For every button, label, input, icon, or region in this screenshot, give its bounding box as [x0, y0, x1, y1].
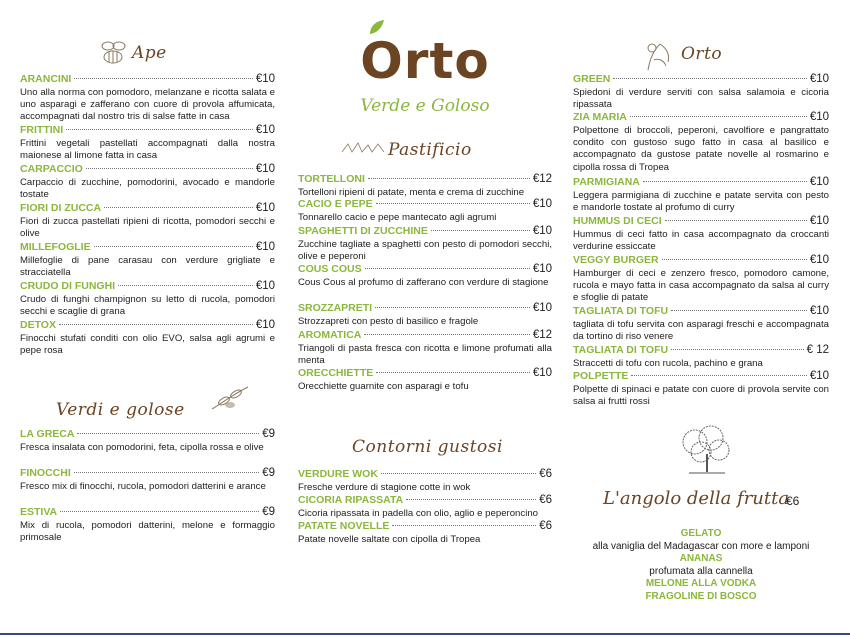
section-title-ape: Ape [132, 43, 167, 63]
dot-leader [643, 181, 807, 182]
section-title-orto: Orto [681, 44, 723, 64]
menu-item-price: €10 [809, 370, 829, 382]
menu-item [573, 254, 829, 305]
menu-item-name: TORTELLONI [298, 173, 365, 185]
menu-item-name: DETOX [20, 319, 56, 331]
menu-item-row [20, 428, 275, 441]
dot-leader [671, 310, 807, 311]
menu-item-name: AROMATICA [298, 329, 362, 341]
menu-item-description: Millefoglie di pane carasau con verdure grigliate e stracciatella [20, 255, 275, 279]
menu-item-row [20, 241, 275, 254]
menu-item-price: €6 [539, 520, 552, 532]
orto-logo [340, 18, 510, 128]
menu-item-name: FRITTINI [20, 124, 64, 136]
menu-item-name: CICORIA RIPASSATA [298, 494, 404, 506]
menu-item-description: Crudo di funghi champignon su letto di rucola, pomodori secchi e scaglie di grana [20, 294, 275, 318]
menu-item [573, 305, 829, 343]
menu-item-row [298, 302, 552, 315]
menu-item-row [20, 202, 275, 215]
menu-item-description: Fresche verdure di stagione cotte in wok [298, 482, 471, 493]
menu-item [20, 280, 275, 318]
menu-item-price: €9 [262, 428, 275, 440]
menu-item [573, 73, 829, 111]
menu-item-name: TAGLIATA DI TOFU [573, 305, 669, 317]
menu-item-price: €6 [539, 494, 552, 506]
vegetable-sketch-icon [640, 40, 678, 74]
menu-item [20, 467, 275, 493]
dot-leader [66, 129, 253, 130]
leaf-icon [366, 18, 386, 36]
menu-item [20, 319, 275, 357]
menu-item-row [298, 225, 552, 238]
frutta-item-name: MELONE ALLA VODKA [645, 578, 757, 589]
menu-item-price: €12 [532, 173, 552, 185]
logo-title: Orto [360, 32, 490, 90]
section-title-frutta: L'angolo della frutta [603, 488, 790, 509]
dot-leader [59, 324, 253, 325]
dot-leader [86, 168, 253, 169]
menu-item-price: €10 [532, 198, 552, 210]
menu-item-description: Polpettone di broccoli, peperoni, cavolfiore e pangrattato condito con gustoso sugo fatto in casa al basilico e accompagnato da gustose patate novelle al rosmarino e cipolla rossa di Tropea [573, 125, 829, 173]
dot-leader [368, 178, 530, 179]
menu-item-name: TAGLIATA DI TOFU [573, 344, 669, 356]
frutta-item-description: alla vaniglia del Madagascar con more e lamponi [592, 540, 810, 552]
menu-item [20, 506, 275, 544]
dot-leader [74, 472, 259, 473]
grass-sketch-icon [340, 140, 386, 154]
menu-item-name: PATATE NOVELLE [298, 520, 390, 532]
dot-leader [376, 203, 530, 204]
menu-item-name: ARANCINI [20, 73, 72, 85]
dot-leader [118, 285, 253, 286]
menu-item-description: Spiedoni di verdure serviti con salsa salamoia e cicoria ripassata [573, 87, 829, 111]
dot-leader [662, 259, 807, 260]
menu-item [20, 163, 275, 201]
menu-item-price: €6 [539, 468, 552, 480]
menu-item [573, 370, 829, 408]
menu-item [573, 111, 829, 174]
menu-item-name: SROZZAPRETI [298, 302, 373, 314]
menu-item-price: €12 [532, 329, 552, 341]
menu-item-row [573, 305, 829, 318]
menu-item-description: Straccetti di tofu con rucola, pachino e grana [573, 358, 763, 369]
menu-item-description: Carpaccio di zucchine, pomodorini, avocado e mandorle tostate [20, 177, 275, 201]
logo-subtitle: Verde e Goloso [360, 96, 490, 116]
menu-item-row [298, 367, 552, 380]
menu-item-row [20, 163, 275, 176]
frutta-item-name: FRAGOLINE DI BOSCO [645, 590, 757, 602]
menu-item-description: Orecchiette guarnite con asparagi e tofu [298, 381, 469, 392]
menu-item-price: €10 [255, 241, 275, 253]
menu-item-name: COUS COUS [298, 263, 362, 275]
menu-item-description: Strozzapreti con pesto di basilico e fragole [298, 316, 479, 327]
section-title-verdi: Verdi e golose [56, 400, 185, 420]
menu-item-row [20, 124, 275, 137]
menu-item-description: Triangoli di pasta fresca con ricotta e limone profumati alla menta [298, 343, 552, 367]
menu-item [573, 344, 829, 370]
menu-item-row [20, 280, 275, 293]
menu-item-name: ZIA MARIA [573, 111, 627, 123]
menu-item-price: €10 [255, 73, 275, 85]
menu-item-row [20, 319, 275, 332]
menu-item-row [298, 198, 552, 211]
menu-item-description: Cous Cous al profumo di zafferano con verdure di stagione [298, 277, 549, 288]
menu-item [298, 198, 552, 224]
menu-item-description: Uno alla norma con pomodoro, melanzane e ricotta salata e uno asparagi e zafferano con cuore di provola affumicata, accompagnati dal nostro tris di salse fatte in casa [20, 87, 275, 123]
dot-leader [364, 334, 529, 335]
menu-item-price: €10 [809, 73, 829, 85]
menu-item-row [573, 344, 829, 357]
dot-leader [665, 220, 807, 221]
menu-item-name: VEGGY BURGER [573, 254, 659, 266]
menu-item-description: tagliata di tofu servita con asparagi freschi e accompagnata da tortino di riso venere [573, 319, 829, 343]
bottom-divider [0, 633, 850, 635]
menu-item-row [298, 494, 552, 507]
section-title-pastificio: Pastificio [388, 140, 472, 160]
menu-item-price: €10 [532, 263, 552, 275]
menu-item [298, 329, 552, 367]
menu-item-description: Tonnarello cacio e pepe mantecato agli agrumi [298, 212, 497, 223]
dot-leader [60, 511, 259, 512]
herb-sketch-icon [208, 383, 252, 413]
dot-leader [406, 499, 536, 500]
menu-item-name: SPAGHETTI DI ZUCCHINE [298, 225, 428, 237]
menu-item-price: €9 [262, 506, 275, 518]
menu-item-description: Polpette di spinaci e patate con cuore di provola servite con salsa ai frutti rossi [573, 384, 829, 408]
menu-item-price: € 12 [806, 344, 829, 356]
menu-item [298, 520, 552, 546]
menu-item-name: ESTIVA [20, 506, 58, 518]
menu-item-name: CRUDO DI FUNGHI [20, 280, 116, 292]
dot-leader [381, 473, 536, 474]
dot-leader [630, 116, 807, 117]
menu-item [298, 494, 552, 520]
menu-item-price: €10 [255, 319, 275, 331]
menu-item-row [573, 254, 829, 267]
menu-item [20, 73, 275, 124]
menu-item [573, 176, 829, 214]
menu-item [298, 302, 552, 328]
dot-leader [671, 349, 804, 350]
menu-item-row [20, 73, 275, 86]
bee-icon [96, 38, 130, 68]
menu-item-name: ORECCHIETTE [298, 367, 374, 379]
menu-item-price: €10 [255, 202, 275, 214]
menu-item [573, 215, 829, 253]
menu-item [20, 241, 275, 279]
menu-item-price: €10 [255, 124, 275, 136]
menu-item [20, 202, 275, 240]
menu-item-description: Hummus di ceci fatto in casa accompagnato da croccanti verdurine essiccate [573, 229, 829, 253]
menu-item-name: POLPETTE [573, 370, 629, 382]
menu-item-name: VERDURE WOK [298, 468, 378, 480]
menu-item-description: Fresca insalata con pomodorini, feta, cipolla rossa e olive [20, 442, 264, 453]
menu-item-description: Fresco mix di finocchi, rucola, pomodori datterini e arance [20, 481, 266, 492]
dot-leader [431, 230, 530, 231]
menu-item [298, 263, 552, 289]
menu-item-price: €10 [532, 367, 552, 379]
menu-item-row [573, 370, 829, 383]
menu-item-name: FINOCCHI [20, 467, 71, 479]
menu-item-row [298, 263, 552, 276]
menu-item-description: Fiori di zucca pastellati ripieni di ricotta, pomodori secchi e olive [20, 216, 275, 240]
menu-item-price: €10 [532, 302, 552, 314]
menu-item-description: Patate novelle saltate con cipolla di Tropea [298, 534, 481, 545]
menu-item-row [573, 111, 829, 124]
menu-item-row [298, 173, 552, 186]
frutta-item-description: profumata alla cannella [649, 565, 753, 577]
frutta-item-name: GELATO [680, 528, 722, 539]
frutta-list [573, 528, 829, 603]
dot-leader [104, 207, 253, 208]
menu-item-price: €9 [262, 467, 275, 479]
menu-item-price: €10 [255, 280, 275, 292]
menu-item-name: GREEN [573, 73, 611, 85]
dot-leader [392, 525, 536, 526]
menu-item-description: Mix di rucola, pomodori datterini, melone e formaggio primosale [20, 520, 275, 544]
menu-item [298, 173, 552, 199]
menu-item-row [20, 506, 275, 519]
menu-item-row [573, 73, 829, 86]
section-title-contorni: Contorni gustosi [352, 437, 503, 457]
menu-item-row [298, 468, 552, 481]
menu-item-row [573, 176, 829, 189]
menu-item-price: €10 [809, 111, 829, 123]
dot-leader [376, 372, 530, 373]
menu-item [298, 367, 552, 393]
menu-item [20, 428, 275, 454]
menu-item-description: Finocchi stufati conditi con olio EVO, salsa agli agrumi e pepe rosa [20, 333, 275, 357]
dot-leader [631, 375, 806, 376]
menu-item [298, 225, 552, 263]
menu-item-row [298, 520, 552, 533]
dot-leader [365, 268, 530, 269]
menu-item-row [573, 215, 829, 228]
menu-item-price: €10 [532, 225, 552, 237]
menu-item-name: MILLEFOGLIE [20, 241, 91, 253]
menu-item-row [298, 329, 552, 342]
menu-item-description: Tortelloni ripieni di patate, menta e crema di zucchine [298, 187, 525, 198]
menu-item-row [20, 467, 275, 480]
menu-item-name: PARMIGIANA [573, 176, 640, 188]
menu-item-description: Zucchine tagliate a spaghetti con pesto di pomodori secchi, olive e peperoni [298, 239, 552, 263]
frutta-price: €6 [786, 494, 800, 508]
dot-leader [613, 78, 806, 79]
menu-item-description: Leggera parmigiana di zucchine e patate servita con pesto e mandorle tostate al profumo di curry [573, 190, 829, 214]
menu-item-name: CACIO E PEPE [298, 198, 373, 210]
menu-item-description: Frittini vegetali pastellati accompagnati dalla nostra maionese al limone fatta in casa [20, 138, 275, 162]
menu-item [298, 468, 552, 494]
menu-item-price: €10 [809, 215, 829, 227]
menu-item-name: HUMMUS DI CECI [573, 215, 662, 227]
menu-item-price: €10 [809, 176, 829, 188]
menu-item-name: CARPACCIO [20, 163, 83, 175]
menu-item-description: Hamburger di ceci e zenzero fresco, pomodoro camone, rucola e mayo fatta in casa accompagnato da salsa al curry e sfoglie di patate [573, 268, 829, 304]
dot-leader [94, 246, 253, 247]
menu-item-name: LA GRECA [20, 428, 75, 440]
dot-leader [77, 433, 259, 434]
menu-item-price: €10 [255, 163, 275, 175]
frutta-item-name: ANANAS [679, 553, 723, 564]
menu-item-price: €10 [809, 305, 829, 317]
tree-sketch-icon [675, 424, 737, 476]
menu-item [20, 124, 275, 162]
menu-item-name: FIORI DI ZUCCA [20, 202, 102, 214]
menu-item-description: Cicoria ripassata in padella con olio, aglio e peperoncino [298, 508, 538, 519]
dot-leader [375, 307, 530, 308]
menu-item-price: €10 [809, 254, 829, 266]
dot-leader [74, 78, 252, 79]
